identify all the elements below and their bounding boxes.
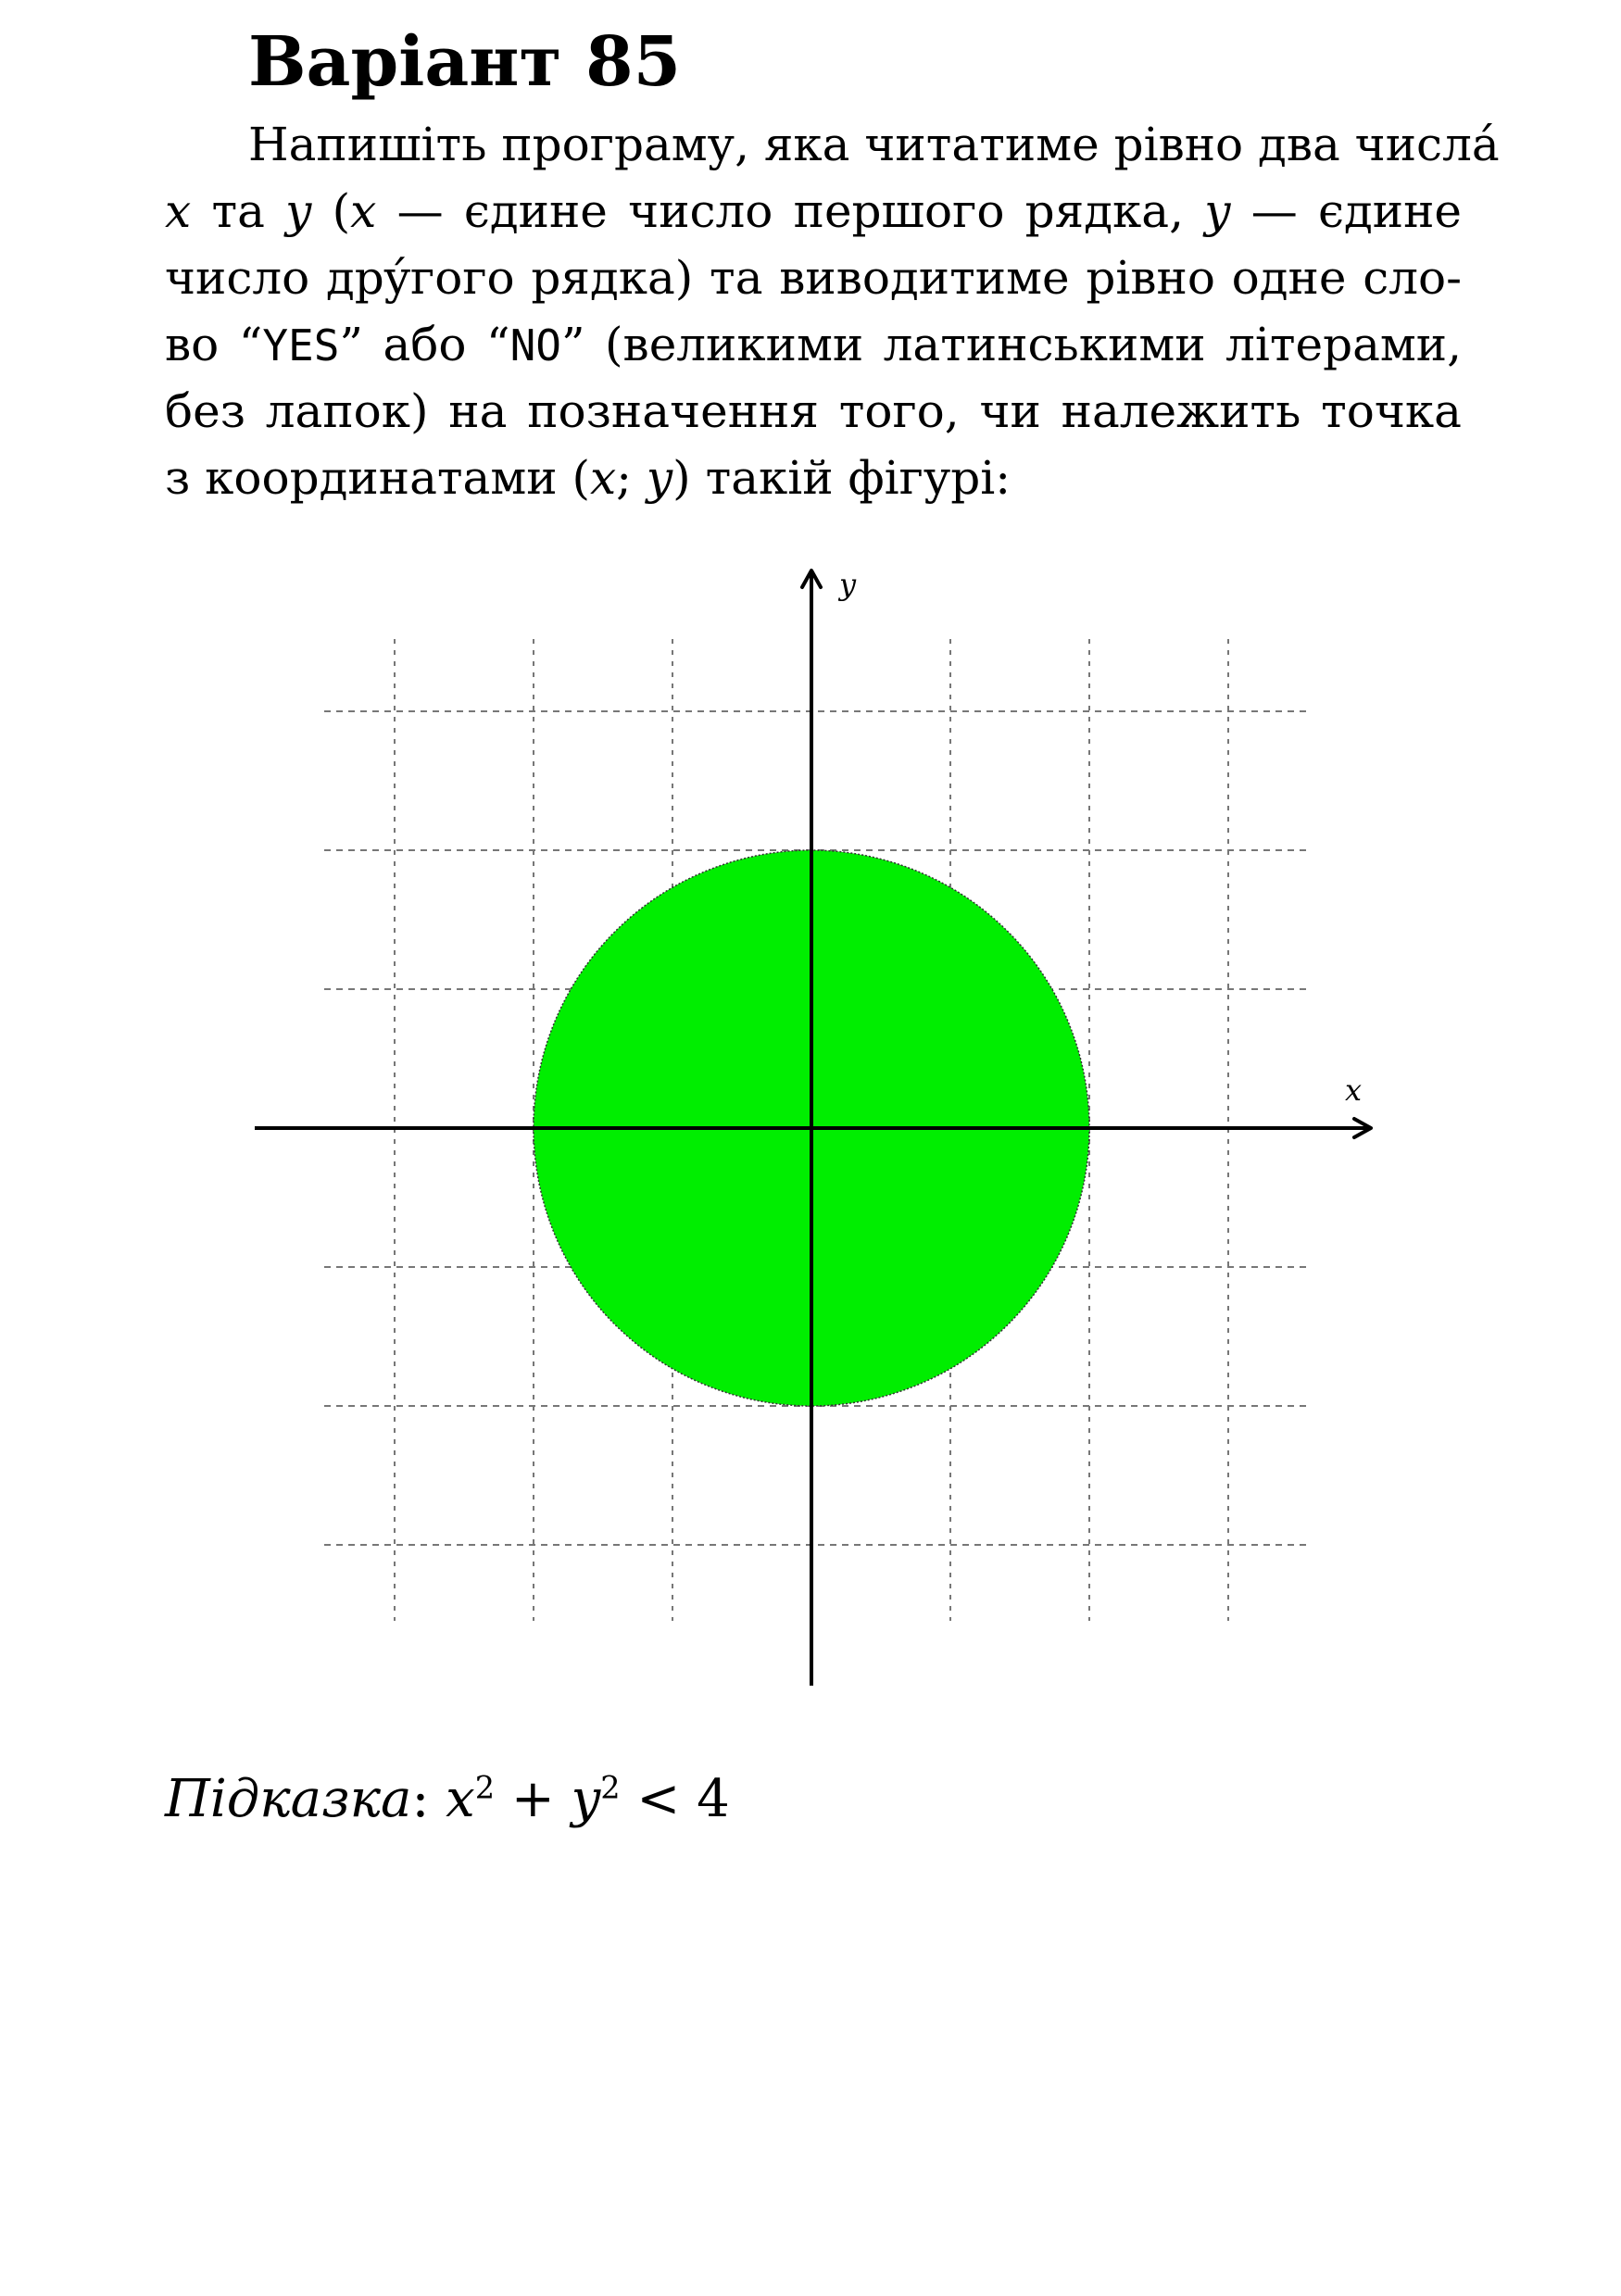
problem-statement — [165, 111, 1500, 511]
page-title: Варіант 85 — [248, 22, 682, 102]
statement-line-6: з координатами (x; y) такій фігурі: — [165, 451, 1012, 505]
x-axis-label: x — [1345, 1073, 1363, 1108]
coordinate-figure — [0, 556, 1621, 1713]
statement-line-2: x та y (x — єдине число першого рядка, y — єдине — [165, 184, 1462, 238]
statement-line-3: число дрýгого рядка) та виводитиме рівно одне сло- — [165, 251, 1462, 305]
hint: Підказка: $x^2 + y^2 < 4$ — [165, 1769, 730, 1829]
statement-line-1: Напишіть програму, яка читатиме рівно два числá — [248, 118, 1500, 171]
statement-line-4: во “YES” або “NO” (великими латинськими літерами, — [165, 318, 1462, 371]
statement-line-5: без лапок) на позначення того, чи належить точка — [165, 384, 1462, 438]
y-axis-label: y — [839, 567, 857, 602]
